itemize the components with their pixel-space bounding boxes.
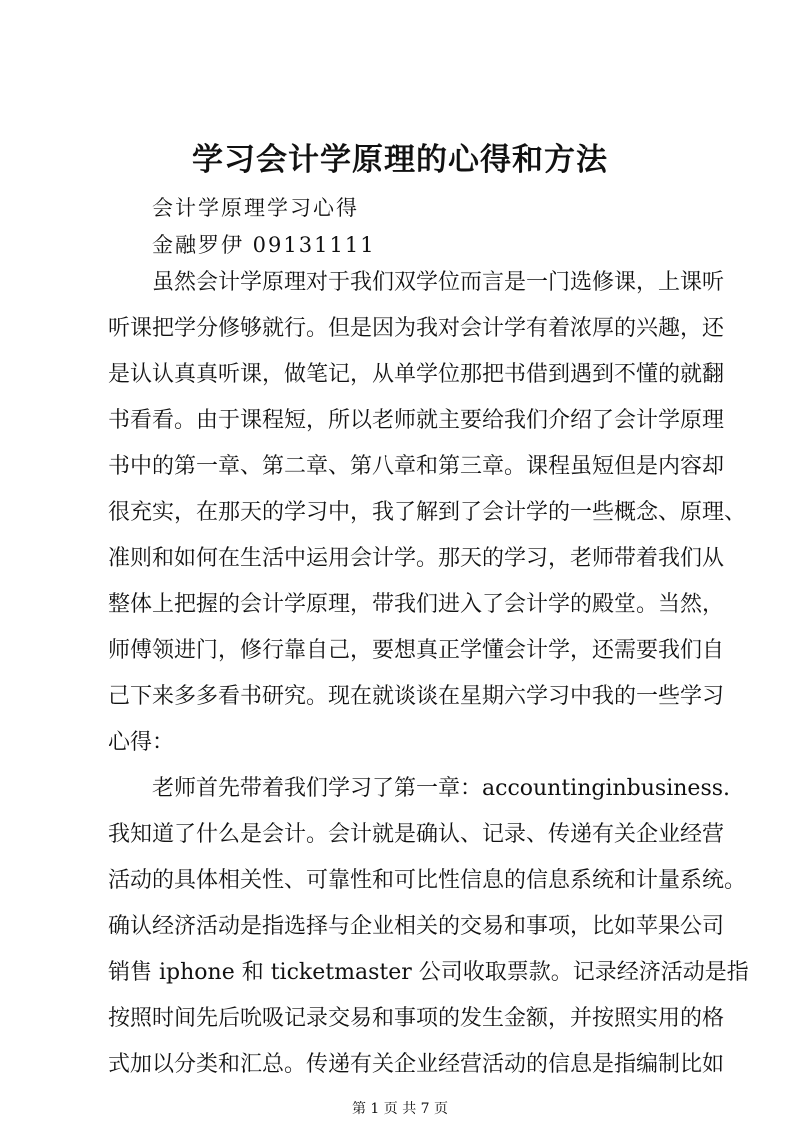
document-body xyxy=(108,260,749,1088)
text-line: 心得： xyxy=(108,730,175,755)
text-line: 师傅领进门，修行靠自己，要想真正学懂会计学，还需要我们自 xyxy=(108,638,725,663)
text-line: 听课把学分修够就行。但是因为我对会计学有着浓厚的兴趣，还 xyxy=(108,316,725,341)
text-line: 己下来多多看书研究。现在就谈谈在星期六学习中我的一些学习 xyxy=(108,684,725,709)
text-line: 销售 iphone 和 ticketmaster 公司收取票款。记录经济活动是指 xyxy=(108,960,749,985)
text-line: 准则和如何在生活中运用会计学。那天的学习，老师带着我们从 xyxy=(108,546,725,571)
text-line: 书看看。由于课程短，所以老师就主要给我们介绍了会计学原理 xyxy=(108,408,725,433)
text-line: 按照时间先后吮吸记录交易和事项的发生金额，并按照实用的格 xyxy=(108,1006,725,1031)
text-line: 很充实，在那天的学习中，我了解到了会计学的一些概念、原理、 xyxy=(108,500,747,525)
author-line: 金融罗伊 09131111 xyxy=(152,233,376,257)
text-line: 老师首先带着我们学习了第一章：accountinginbusiness. xyxy=(152,776,731,801)
text-line: 书中的第一章、第二章、第八章和第三章。课程虽短但是内容却 xyxy=(108,454,725,479)
page-number-footer: 第 1 页 共 7 页 xyxy=(351,1101,449,1117)
text-line: 式加以分类和汇总。传递有关企业经营活动的信息是指编制比如 xyxy=(108,1052,725,1077)
text-line: 活动的具体相关性、可靠性和可比性信息的信息系统和计量系统。 xyxy=(108,868,747,893)
document-subtitle: 会计学原理学习心得 xyxy=(152,196,359,220)
document-title: 学习会计学原理的心得和方法 xyxy=(192,142,608,178)
text-line: 虽然会计学原理对于我们双学位而言是一门选修课，上课听 xyxy=(152,270,725,295)
text-line: 整体上把握的会计学原理，带我们进入了会计学的殿堂。当然， xyxy=(108,592,725,617)
text-line: 是认认真真听课，做笔记，从单学位那把书借到遇到不懂的就翻 xyxy=(108,362,725,387)
text-line: 确认经济活动是指选择与企业相关的交易和事项，比如苹果公司 xyxy=(108,914,725,939)
text-line: 我知道了什么是会计。会计就是确认、记录、传递有关企业经营 xyxy=(108,822,725,847)
